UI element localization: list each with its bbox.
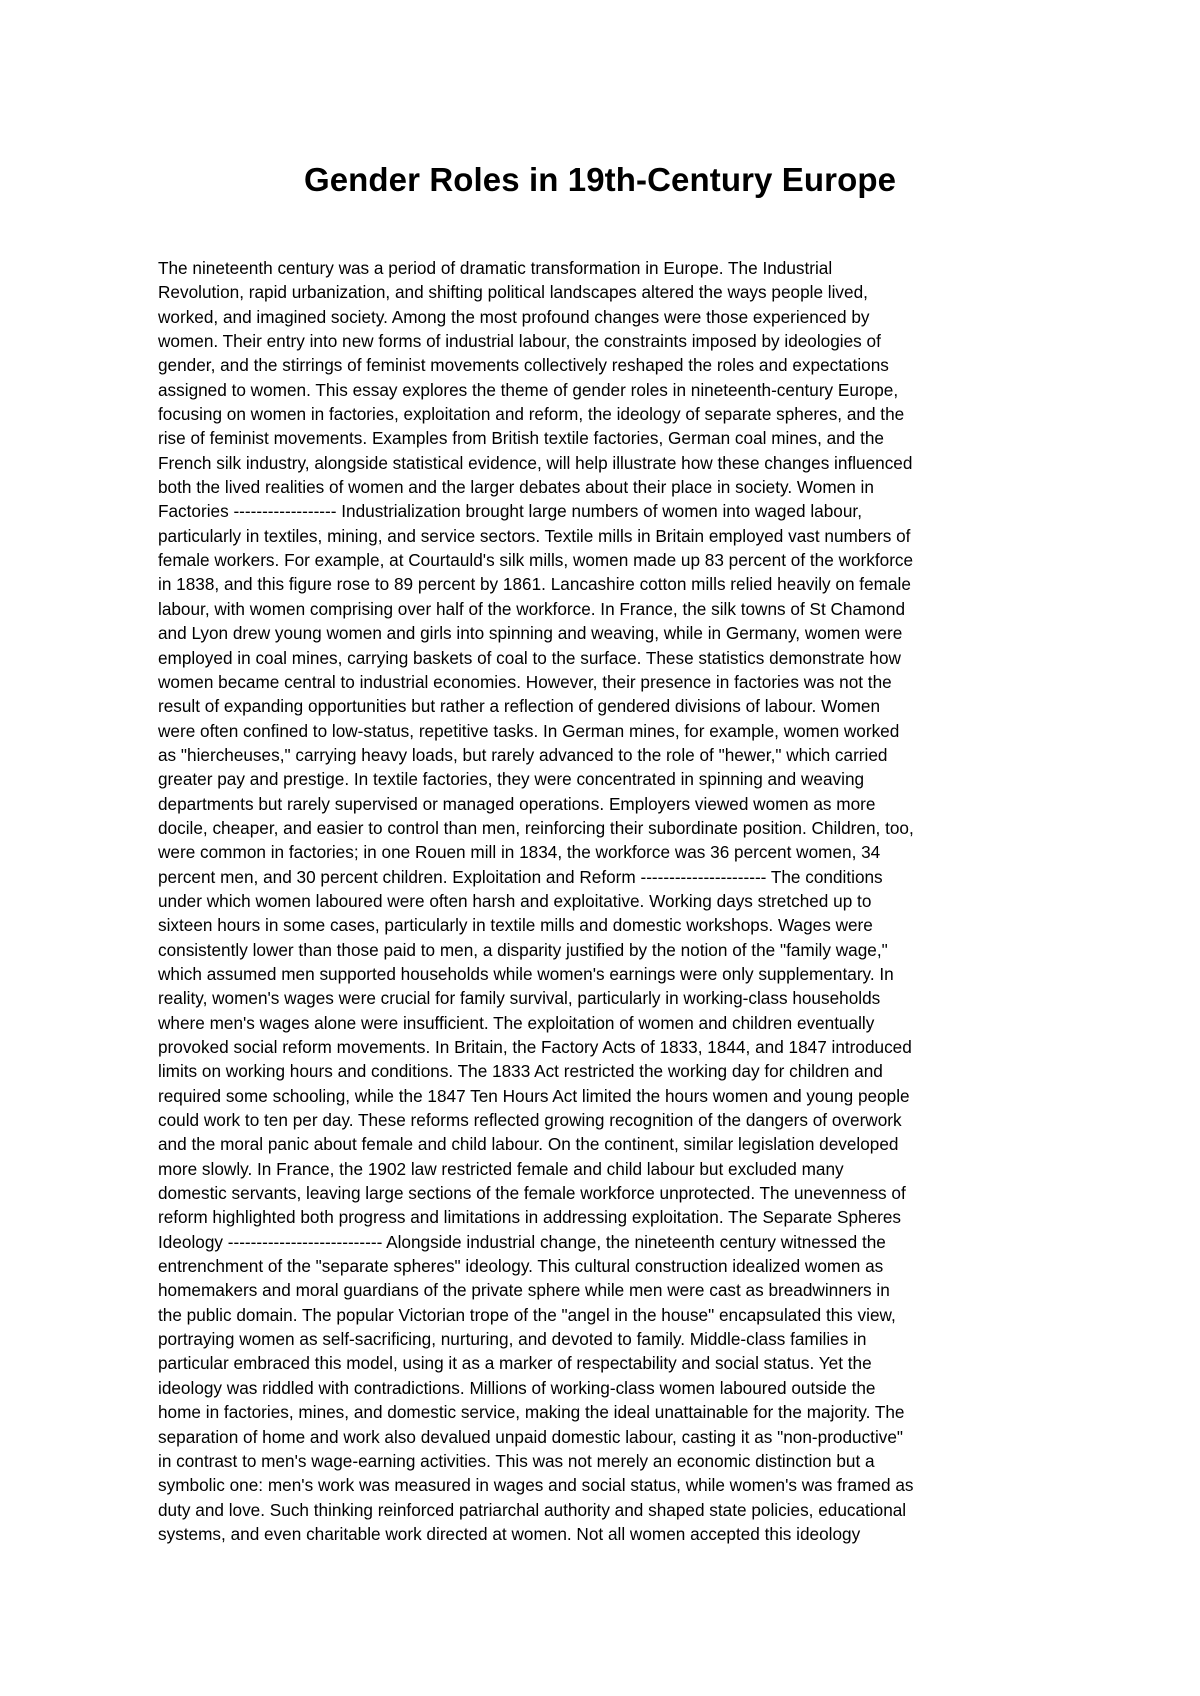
body-line: Factories ------------------ Industrialization brought large numbers of women into waged labour, — [158, 501, 862, 522]
body-line: home in factories, mines, and domestic service, making the ideal unattainable for the majority. The — [158, 1402, 905, 1423]
body-line: which assumed men supported households while women's earnings were only supplementary. In — [158, 963, 894, 984]
body-line: systems, and even charitable work directed at women. Not all women accepted this ideology — [158, 1523, 861, 1544]
body-line: duty and love. Such thinking reinforced patriarchal authority and shaped state policies, educational — [158, 1499, 907, 1520]
document-body — [158, 256, 1058, 1546]
body-line: provoked social reform movements. In Britain, the Factory Acts of 1833, 1844, and 1847 introduced — [158, 1037, 912, 1057]
body-line: could work to ten per day. These reforms reflected growing recognition of the dangers of overwork — [158, 1110, 902, 1131]
body-line: women. Their entry into new forms of industrial labour, the constraints imposed by ideologies of — [158, 331, 881, 352]
body-line: homemakers and moral guardians of the private sphere while men were cast as breadwinners in — [158, 1280, 890, 1301]
body-line: percent men, and 30 percent children. Exploitation and Reform ---------------------- The conditions — [158, 866, 883, 887]
body-line: required some schooling, while the 1847 Ten Hours Act limited the hours women and young people — [158, 1085, 910, 1106]
body-line: symbolic one: men's work was measured in wages and social status, while women's was framed as — [158, 1475, 914, 1496]
body-line: assigned to women. This essay explores the theme of gender roles in nineteenth-century Europe, — [158, 379, 899, 400]
body-line: ideology was riddled with contradictions. Millions of working-class women laboured outside the — [158, 1377, 876, 1398]
body-line: focusing on women in factories, exploitation and reform, the ideology of separate spheres, and the — [158, 404, 905, 425]
body-line: particularly in textiles, mining, and service sectors. Textile mills in Britain employed vast numbers of — [158, 525, 911, 546]
body-line: limits on working hours and conditions. The 1833 Act restricted the working day for children and — [158, 1061, 883, 1082]
body-line: The nineteenth century was a period of dramatic transformation in Europe. The Industrial — [158, 258, 833, 278]
body-line: under which women laboured were often harsh and exploitative. Working days stretched up to — [158, 890, 872, 911]
body-line: and Lyon drew young women and girls into spinning and weaving, while in Germany, women were — [158, 623, 903, 644]
body-line: were common in factories; in one Rouen mill in 1834, the workforce was 36 percent women, 34 — [158, 842, 881, 863]
body-line: Ideology --------------------------- Alongside industrial change, the nineteenth century witnessed the — [158, 1231, 886, 1252]
body-line: the public domain. The popular Victorian trope of the "angel in the house" encapsulated this view, — [158, 1304, 896, 1325]
body-line: reform highlighted both progress and limitations in addressing exploitation. The Separate Spheres — [158, 1207, 902, 1228]
body-line: particular embraced this model, using it as a marker of respectability and social status. Yet the — [158, 1353, 872, 1374]
body-line: domestic servants, leaving large sections of the female workforce unprotected. The unevenness of — [158, 1183, 906, 1204]
body-line: entrenchment of the "separate spheres" ideology. This cultural construction idealized women as — [158, 1256, 884, 1277]
body-line: more slowly. In France, the 1902 law restricted female and child labour but excluded many — [158, 1158, 844, 1179]
body-line: French silk industry, alongside statistical evidence, will help illustrate how these changes influenced — [158, 452, 913, 473]
body-line: where men's wages alone were insufficient. The exploitation of women and children eventually — [158, 1012, 875, 1033]
body-line: Revolution, rapid urbanization, and shifting political landscapes altered the ways people lived, — [158, 282, 868, 303]
body-line: portraying women as self-sacrificing, nurturing, and devoted to family. Middle-class families in — [158, 1329, 867, 1350]
body-line: and the moral panic about female and child labour. On the continent, similar legislation developed — [158, 1134, 899, 1155]
body-line: as "hiercheuses," carrying heavy loads, but rarely advanced to the role of "hewer," which carried — [158, 744, 888, 765]
body-line: labour, with women comprising over half of the workforce. In France, the silk towns of St Chamond — [158, 598, 906, 619]
body-line: consistently lower than those paid to men, a disparity justified by the notion of the "family wage," — [158, 939, 888, 960]
body-line: in contrast to men's wage-earning activities. This was not merely an economic distinction but a — [158, 1450, 875, 1471]
body-line: sixteen hours in some cases, particularly in textile mills and domestic workshops. Wages were — [158, 915, 873, 936]
body-line: docile, cheaper, and easier to control than men, reinforcing their subordinate position. Children, too, — [158, 817, 914, 838]
body-line: female workers. For example, at Courtauld's silk mills, women made up 83 percent of the workforce — [158, 550, 914, 571]
body-line: greater pay and prestige. In textile factories, they were concentrated in spinning and weaving — [158, 769, 865, 790]
body-line: result of expanding opportunities but rather a reflection of gendered divisions of labour. Women — [158, 696, 880, 717]
body-line: worked, and imagined society. Among the most profound changes were those experienced by — [158, 306, 870, 327]
body-line: both the lived realities of women and the larger debates about their place in society. Women in — [158, 477, 874, 498]
body-line: were often confined to low-status, repetitive tasks. In German mines, for example, women worked — [158, 720, 900, 741]
body-line: gender, and the stirrings of feminist movements collectively reshaped the roles and expectations — [158, 355, 889, 376]
body-line: employed in coal mines, carrying baskets of coal to the surface. These statistics demonstrate how — [158, 647, 901, 668]
body-line: rise of feminist movements. Examples from British textile factories, German coal mines, and the — [158, 428, 884, 449]
body-line: reality, women's wages were crucial for family survival, particularly in working-class households — [158, 988, 881, 1009]
body-line: separation of home and work also devalued unpaid domestic labour, casting it as "non-productive" — [158, 1426, 904, 1447]
body-line: departments but rarely supervised or managed operations. Employers viewed women as more — [158, 793, 876, 814]
document-title: Gender Roles in 19th-Century Europe — [303, 161, 897, 198]
body-line: women became central to industrial economies. However, their presence in factories was not the — [158, 671, 892, 692]
body-line: in 1838, and this figure rose to 89 percent by 1861. Lancashire cotton mills relied heavily on female — [158, 574, 911, 595]
